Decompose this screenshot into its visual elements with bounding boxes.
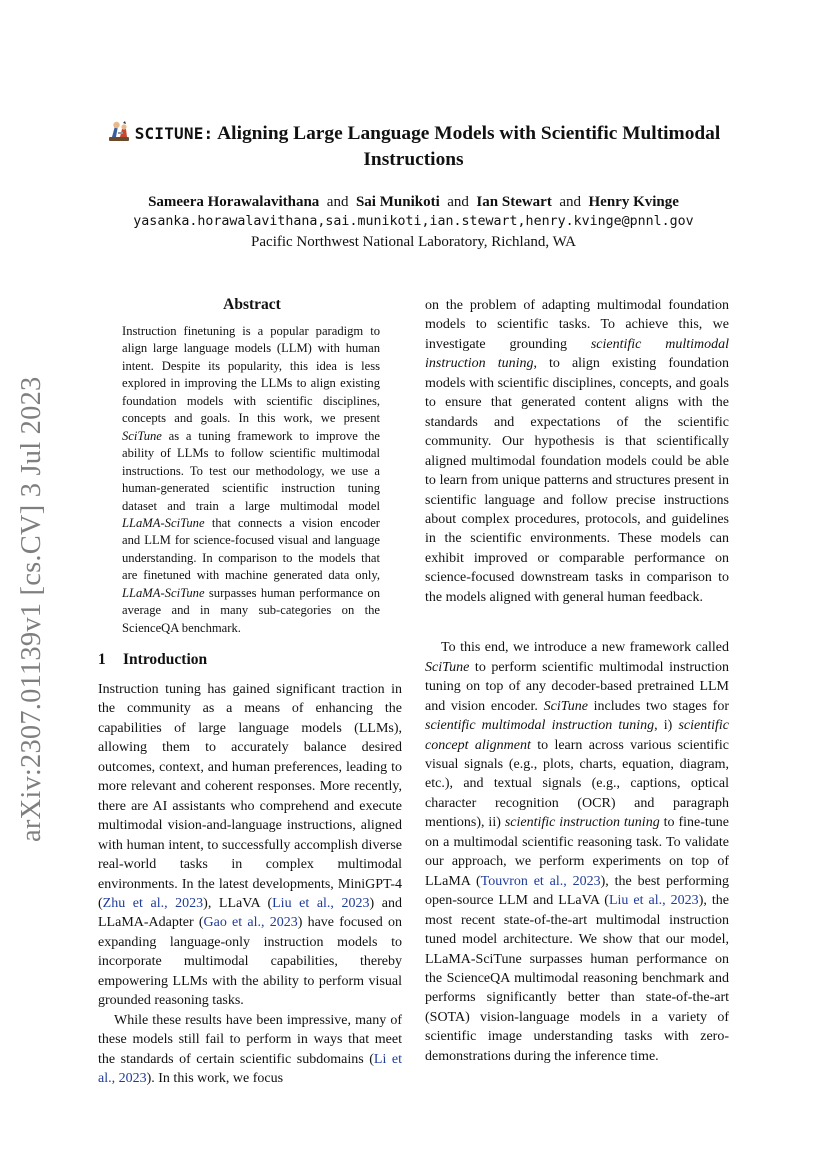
abstract-text: that connects a vision encoder and LLM for science-focused visual and language understanding. In comparison to the models that are finetuned with machine generated data only, [122,515,380,583]
author-separator: and [559,194,582,210]
body-text: ), LLaVA ( [203,895,273,911]
body-emphasis: SciTune [543,698,588,714]
citation-link[interactable]: Gao et al., 2023 [203,915,298,931]
body-text: to learn across various scientific visual signals (e.g., plots, charts, equation, diagram, etc.), and textual signals (e.g., captions, optical character recognition (OCR) and paragraph mentions), ii) [425,737,729,831]
body-text: ), the best performing open-source LLM and LLaVA ( [425,873,730,909]
body-text: To this end, we introduce a new framework called [441,640,729,656]
body-text: ) have focused on expanding language-only instruction models to incorporate multimodal capabilities, thereby empowering LLMs with the ability to perform visual grounded reasoning tasks. [98,915,402,1009]
abstract-text: as a tuning framework to improve the ability of LLMs to follow scientific multimodal instructions. To test our methodology, we use a human-generated scientific instruction tuning dataset and train a large multimodal model [122,428,380,513]
right-column-body [425,296,729,1066]
author-separator: and [326,194,349,210]
paragraph [98,680,402,1011]
citation-link[interactable]: Liu et al., 2023 [608,893,699,909]
body-text: ) and LLaMA-Adapter ( [98,895,402,931]
author-name: Sameera Horawalavithana [148,194,320,210]
section-heading-introduction [98,651,207,669]
abstract-text: surpasses human performance on average and in many sub-categories on the ScienceQA benchmark. [122,585,380,635]
body-text: to perform scientific multimodal instruction tuning on top of any decoder-based pretrained LLM and vision encoder. [425,659,729,714]
paragraph [98,1011,402,1089]
abstract-body [122,323,380,637]
body-emphasis: scientific multimodal instruction tuning [425,718,655,734]
paragraph [425,638,729,1066]
body-text: ), the most recent state-of-the-art multimodal instruction tuned model architecture. We show that our model, LLaMA-SciTune surpasses human performance on the ScienceQA multimodal reasoning benchmark and performs significantly better than state-of-the-art (SOTA) vision-language models in a variety of scientific image understanding tasks with zero-demonstrations during the inference time. [425,893,729,1064]
paper-title [70,120,757,171]
body-emphasis: scientific concept alignment [425,718,729,753]
abstract-heading: Abstract [223,296,281,313]
author-name: Sai Munikoti [355,194,440,210]
body-text: Instruction tuning has gained significant traction in the community as a means of enhancing the capabilities of large language models (LLMs), allowing them to accurately balance desired outcomes, context, and human preferences, leading to more relevant and coherent responses. More recently, there are AI assistants who comprehend and execute multimodal vision-and-language instructions, aligned with human intent, to successfully accomplish diverse real-world tasks in complex multimodal environments. In the latest developments, MiniGPT-4 ( [98,682,402,911]
body-text: on the problem of adapting multimodal foundation models to scientific tasks. To achieve this, we investigate grounding [425,298,729,352]
body-emphasis: scientific instruction tuning [504,815,660,831]
author-list [70,192,757,213]
author-separator: and [447,194,469,210]
body-text: , to align existing foundation models with scientific disciplines, concepts, and goals to ensure that generated content aligns with the standards and expectations of the scientific community. Our hypothesis is that scientifically aligned multimodal foundation models could be able to learn from unique patterns and structures present in scientific language and follow precise instructions about complex procedures, protocols, and guidelines in the scientific environments. These models can exhibit improved or comparable performance on science-focused downstream tasks in comparison to the models aligned with general human feedback. [425,356,729,605]
section-number: 1 [98,651,106,668]
abstract-text: Instruction finetuning is a popular paradigm to align large language models (LLM) with human intent. Despite its popularity, this idea is less explored in improving the LLMs to align existing foundation models with scientific disciplines, concepts and goals. In this work, we present [122,324,380,426]
scitune-logo-icon [107,120,131,148]
author-name: Ian Stewart [476,194,552,210]
author-name: Henry Kvinge [588,194,679,210]
body-text: , i) [654,718,679,734]
left-column-body [98,680,402,1089]
body-text: to fine-tune on a multimodal scientific reasoning task. To validate our approach, we perform experiments on top of LLaMA ( [425,815,730,889]
body-text: ). In this work, we focus [146,1071,284,1087]
author-emails: yasanka.horawalavithana,sai.munikoti,ian.stewart,henry.kvinge@pnnl.gov [133,214,694,229]
affiliation: Pacific Northwest National Laboratory, Richland, WA [251,234,576,250]
paragraph [425,296,729,607]
body-emphasis: SciTune [425,659,470,675]
system-name: SCITUNE: [134,124,214,143]
body-emphasis: scientific multimodal instruction tuning [425,336,729,372]
citation-link[interactable]: Li et al., 2023 [98,1051,403,1087]
arxiv-stamp-text: arXiv:2307.01139v1 [cs.CV] 3 Jul 2023 [16,376,47,842]
section-title: Introduction [123,651,208,668]
title-line-1: Aligning Large Language Models with Scientific Multimodal [217,123,721,144]
abstract-emphasis: LLaMA-SciTune [122,585,205,600]
title-line-2: Instructions [363,149,464,170]
body-text: While these results have been impressive, many of these models still fail to perform in ways that meet the standards of certain scientific subdomains ( [98,1012,402,1067]
citation-link[interactable]: Zhu et al., 2023 [102,895,204,911]
citation-link[interactable]: Liu et al., 2023 [272,895,370,911]
body-text: includes two stages for [587,698,729,714]
citation-link[interactable]: Touvron et al., 2023 [480,873,601,889]
abstract-emphasis: SciTune [122,428,162,443]
abstract-emphasis: LLaMA-SciTune [122,515,205,530]
